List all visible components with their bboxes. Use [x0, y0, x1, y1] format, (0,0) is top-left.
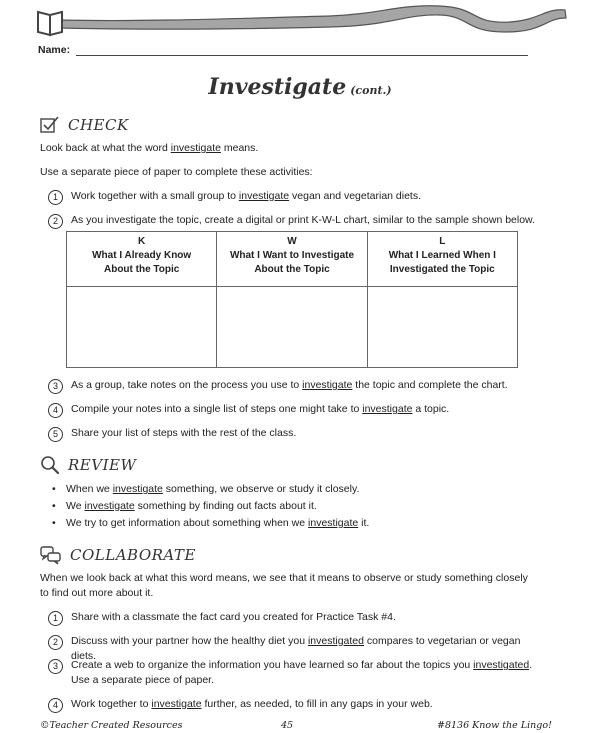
number-badge: 2 — [48, 214, 63, 229]
review-item-3 — [52, 516, 532, 531]
item-word: investigate — [238, 190, 290, 202]
check-item-1 — [48, 189, 538, 205]
item-text-post: compares to vegetarian or vegan diets. — [71, 635, 521, 662]
bullet-dot: • — [52, 483, 56, 495]
kwl-cell-k[interactable] — [67, 287, 217, 368]
item-text: Compile your notes into a single list of steps one might take to — [71, 403, 363, 415]
title-main: Investigate — [208, 74, 347, 100]
kwl-line1: What I Already Know — [92, 250, 192, 261]
check-intro-post: means. — [220, 142, 259, 154]
speech-bubbles-icon — [40, 545, 62, 565]
book-icon — [38, 12, 62, 35]
item-text-post: the topic and complete the chart. — [352, 379, 508, 391]
kwl-header-l — [367, 232, 517, 287]
item-text: As you investigate the topic, create a digital or print K-W-L chart, similar to the sample shown below. — [71, 214, 535, 226]
check-item-5 — [48, 426, 538, 442]
check-heading — [40, 116, 129, 134]
item-text: Work together to — [71, 698, 152, 710]
check-intro-pre: Look back at what the word — [40, 142, 171, 154]
item-text: We try to get information about something when we — [66, 517, 309, 529]
footer-book-title: #8136 Know the Lingo! — [437, 720, 552, 731]
item-word: investigate — [308, 517, 359, 529]
collaborate-intro-line1: When we look back at what this word means, we see that it means to observe or study something closely — [40, 572, 528, 584]
review-heading-label: REVIEW — [68, 456, 137, 474]
item-text-post: it. — [358, 517, 370, 529]
item-word: investigate — [84, 500, 135, 512]
check-intro — [40, 141, 530, 156]
check-item-2 — [48, 213, 538, 229]
item-text-post: . — [529, 659, 533, 671]
kwl-line2: About the Topic — [103, 264, 180, 275]
check-item-3 — [48, 378, 538, 394]
number-badge: 1 — [48, 611, 63, 626]
item-text-post: something, we observe or study it closely. — [162, 483, 360, 495]
checkbox-check-icon — [40, 116, 60, 134]
number-badge: 4 — [48, 698, 63, 713]
kwl-line1: What I Learned When I — [388, 250, 496, 261]
check-heading-label: CHECK — [68, 116, 129, 134]
kwl-line2: Investigated the Topic — [389, 264, 495, 275]
collaborate-heading-label: COLLABORATE — [70, 546, 196, 564]
collaborate-item-3 — [48, 658, 538, 688]
item-word: investigate — [362, 403, 413, 415]
number-badge: 4 — [48, 403, 63, 418]
kwl-chart — [66, 231, 518, 368]
name-field[interactable] — [38, 44, 528, 60]
item-word: investigate — [151, 698, 202, 710]
collaborate-heading — [40, 545, 196, 565]
check-instruction: Use a separate piece of paper to complete these activities: — [40, 166, 313, 178]
kwl-line1: What I Want to Investigate — [229, 250, 355, 261]
review-heading — [40, 455, 136, 475]
item-text: When we — [66, 483, 113, 495]
kwl-cell-w[interactable] — [217, 287, 367, 368]
footer-page-number: 45 — [281, 720, 294, 731]
page-title — [0, 74, 600, 100]
item-text-post: vegan and vegetarian diets. — [289, 190, 422, 202]
name-label: Name: — [38, 44, 71, 56]
item-text-line2: Use a separate piece of paper. — [71, 674, 215, 686]
number-badge: 3 — [48, 379, 63, 394]
check-item-4 — [48, 402, 538, 418]
item-text: Share your list of steps with the rest of the class. — [71, 427, 297, 439]
check-intro-word: investigate — [170, 142, 221, 154]
item-word: investigated — [307, 635, 364, 647]
number-badge: 1 — [48, 190, 63, 205]
item-text: Discuss with your partner how the healthy diet you — [71, 635, 308, 647]
kwl-letter: L — [439, 236, 446, 247]
item-text: We — [66, 500, 85, 512]
number-badge: 5 — [48, 427, 63, 442]
kwl-header-k — [67, 232, 217, 287]
number-badge: 2 — [48, 635, 63, 650]
kwl-letter: W — [287, 236, 297, 247]
item-word: investigate — [112, 483, 163, 495]
kwl-letter: K — [138, 236, 146, 247]
item-text-post: a topic. — [412, 403, 450, 415]
collaborate-item-4 — [48, 697, 538, 713]
item-word: investigated — [473, 659, 530, 671]
bullet-dot: • — [52, 500, 56, 512]
collaborate-item-1 — [48, 610, 538, 626]
kwl-line2: About the Topic — [254, 264, 330, 275]
item-text: As a group, take notes on the process you use to — [71, 379, 303, 391]
bullet-dot: • — [52, 517, 56, 529]
review-item-2 — [52, 499, 532, 514]
item-text-post: further, as needed, to fill in any gaps in your web. — [201, 698, 433, 710]
item-text: Work together with a small group to — [71, 190, 239, 202]
item-text-post: something by finding out facts about it. — [134, 500, 317, 512]
name-underline — [76, 55, 528, 56]
number-badge: 3 — [48, 659, 63, 674]
kwl-cell-l[interactable] — [367, 287, 517, 368]
collaborate-intro — [40, 571, 530, 601]
header-swoosh-banner — [0, 0, 600, 45]
kwl-header-w — [217, 232, 367, 287]
item-word: investigate — [302, 379, 353, 391]
footer-publisher: ©Teacher Created Resources — [40, 720, 183, 731]
title-sub: (cont.) — [350, 84, 392, 97]
item-text: Share with a classmate the fact card you created for Practice Task #4. — [71, 611, 396, 623]
review-item-1 — [52, 482, 532, 497]
magnifier-icon — [40, 455, 60, 475]
item-text: Create a web to organize the information you have learned so far about the topics you — [71, 659, 474, 671]
collaborate-intro-line2: to find out more about it. — [40, 587, 154, 599]
